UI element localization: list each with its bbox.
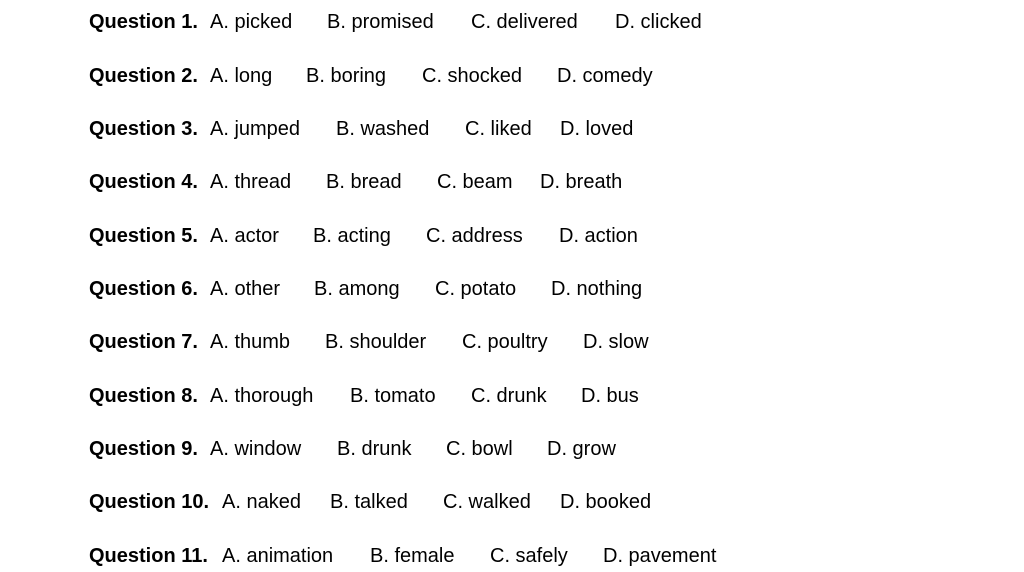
question-row <box>89 114 634 144</box>
question-label: Question 11. <box>89 545 208 567</box>
question-label: Question 3. <box>89 118 198 140</box>
option-a: A. thumb <box>210 331 291 353</box>
question-row <box>89 274 643 304</box>
question-row <box>89 434 616 464</box>
option-d: D. slow <box>583 331 649 353</box>
question-label: Question 9. <box>89 438 198 460</box>
option-a: A. window <box>210 438 302 460</box>
option-d: D. grow <box>547 438 616 460</box>
question-row <box>89 61 653 91</box>
option-c: C. potato <box>435 278 517 300</box>
option-b: B. bread <box>326 171 402 193</box>
option-c: C. beam <box>437 171 513 193</box>
question-row <box>89 327 649 357</box>
option-b: B. promised <box>327 11 434 33</box>
option-d: D. comedy <box>557 65 653 87</box>
option-b: B. tomato <box>350 385 436 407</box>
option-c: C. safely <box>490 545 568 567</box>
question-label: Question 8. <box>89 385 198 407</box>
option-a: A. picked <box>210 11 293 33</box>
option-c: C. shocked <box>422 65 523 87</box>
option-b: B. shoulder <box>325 331 427 353</box>
option-a: A. other <box>210 278 281 300</box>
question-row <box>89 221 638 251</box>
option-d: D. action <box>559 225 638 247</box>
option-a: A. naked <box>222 491 301 513</box>
option-d: D. loved <box>560 118 634 140</box>
option-a: A. jumped <box>210 118 301 140</box>
option-c: C. walked <box>443 491 531 513</box>
option-d: D. bus <box>581 385 639 407</box>
option-d: D. clicked <box>615 11 702 33</box>
question-row <box>89 381 639 411</box>
option-c: C. poultry <box>462 331 548 353</box>
option-a: A. thorough <box>210 385 314 407</box>
option-b: B. drunk <box>337 438 412 460</box>
option-d: D. booked <box>560 491 652 513</box>
option-a: A. actor <box>210 225 279 247</box>
question-row <box>89 167 623 197</box>
question-label: Question 1. <box>89 11 198 33</box>
question-label: Question 2. <box>89 65 198 87</box>
option-b: B. washed <box>336 118 430 140</box>
option-d: D. pavement <box>603 545 717 567</box>
question-label: Question 5. <box>89 225 198 247</box>
option-b: B. boring <box>306 65 387 87</box>
question-label: Question 6. <box>89 278 198 300</box>
option-a: A. animation <box>222 545 334 567</box>
option-c: C. address <box>426 225 523 247</box>
question-row <box>89 541 717 571</box>
option-c: C. bowl <box>446 438 513 460</box>
question-label: Question 7. <box>89 331 198 353</box>
question-label: Question 10. <box>89 491 210 513</box>
option-d: D. nothing <box>551 278 643 300</box>
option-b: B. among <box>314 278 400 300</box>
option-c: C. liked <box>465 118 532 140</box>
option-a: A. long <box>210 65 273 87</box>
question-label: Question 4. <box>89 171 198 193</box>
option-b: B. acting <box>313 225 391 247</box>
question-row <box>89 487 652 517</box>
option-a: A. thread <box>210 171 292 193</box>
option-d: D. breath <box>540 171 623 193</box>
question-row <box>89 7 702 37</box>
option-b: B. talked <box>330 491 408 513</box>
option-b: B. female <box>370 545 455 567</box>
option-c: C. delivered <box>471 11 578 33</box>
option-c: C. drunk <box>471 385 547 407</box>
